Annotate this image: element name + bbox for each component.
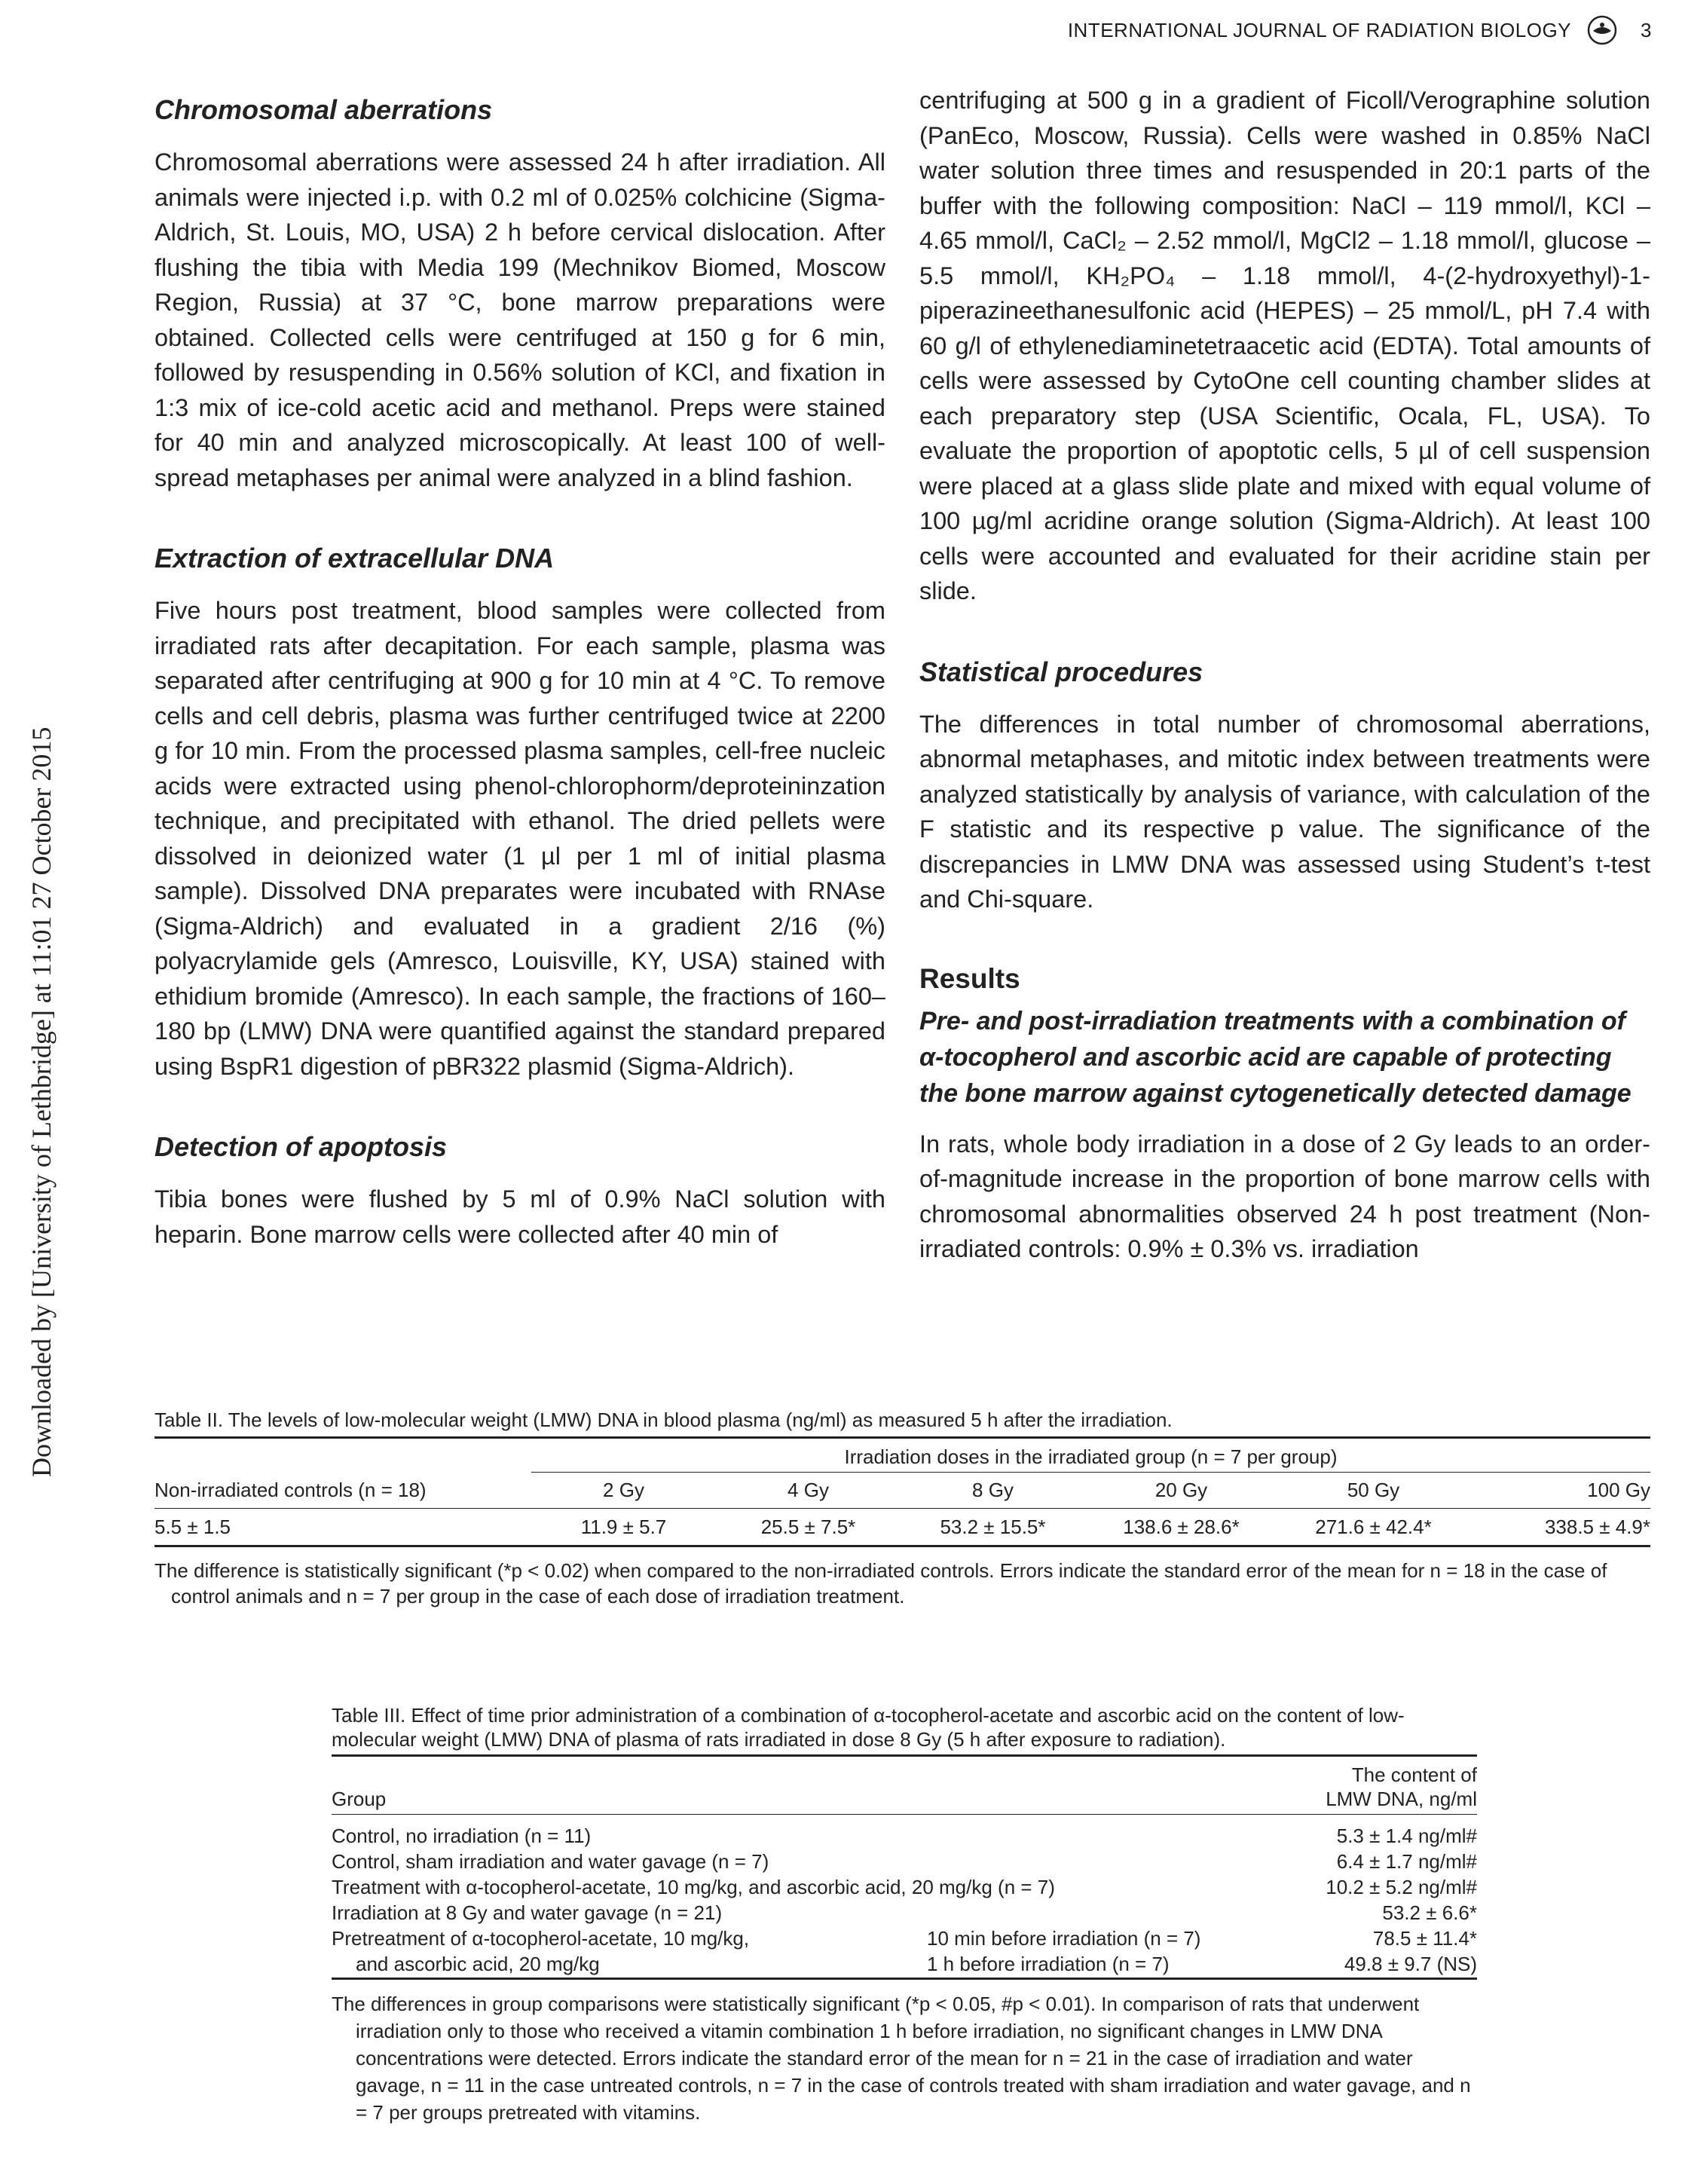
table-row xyxy=(332,1824,1477,1849)
table-2-cell: 338.5 ± 4.9* xyxy=(1544,1515,1650,1538)
table-2-header: 20 Gy xyxy=(1154,1478,1208,1501)
table-3-timing-cell: 10 min before irradiation (n = 7) xyxy=(927,1927,1201,1950)
table-2-header: 50 Gy xyxy=(1347,1478,1400,1501)
table-3-value-cell: 6.4 ± 1.7 ng/ml# xyxy=(1336,1850,1477,1873)
table-2-cell: 138.6 ± 28.6* xyxy=(1123,1515,1240,1538)
table-2-footnote: The difference is statistically significant (*p < 0.02) when compared to the non-irradiated controls. Errors indicate the standard error of the mean for n = 18 in the case of control animals and n = 7 per group in the case of each dose of irradiation treatment. xyxy=(154,1559,1607,1607)
table-row xyxy=(332,1926,1477,1952)
table-3-value-cell: 5.3 ± 1.4 ng/ml# xyxy=(1336,1825,1477,1847)
table-row xyxy=(154,1509,1650,1546)
table-row xyxy=(332,1875,1477,1901)
paragraph-results: In rats, whole body irradiation in a dose of 2 Gy leads to an order-of-magnitude increase in the proportion of bone marrow cells with chromosomal abnormalities observed 24 h post treatment (Non-irradiated controls: 0.9% ± 0.3% vs. irradiation xyxy=(919,1130,1650,1262)
table-2-cell: 11.9 ± 5.7 xyxy=(580,1515,667,1538)
table-3-value-cell: 49.8 ± 9.7 (NS) xyxy=(1344,1953,1477,1976)
results-subheading: Pre- and post-irradiation treatments with a combination of α-tocopherol and ascorbic acid are capable of protecting the bone marrow against cytogenetically detected damage xyxy=(919,1006,1632,1108)
table-2-header: 8 Gy xyxy=(972,1478,1014,1501)
table-3-group-cell: Irradiation at 8 Gy and water gavage (n = 21) xyxy=(332,1901,723,1924)
table-2-caption: Table II. The levels of low-molecular weight (LMW) DNA in blood plasma (ng/ml) as measured 5 h after the irradiation. xyxy=(154,1409,1173,1431)
section-title-chromosomal-aberrations: Chromosomal aberrations xyxy=(154,94,493,125)
section-title-results: Results xyxy=(919,962,1020,994)
running-header xyxy=(1068,14,1652,47)
table-2-header: 2 Gy xyxy=(603,1478,644,1501)
download-watermark: Downloaded by [University of Lethbridge] at 11:01 27 October 2015 xyxy=(26,726,57,1477)
table-2 xyxy=(154,1408,1650,1609)
table-2-cell: 271.6 ± 42.4* xyxy=(1315,1515,1432,1538)
table-2-cell: 53.2 ± 15.5* xyxy=(940,1515,1046,1538)
table-3-group-cell: Control, sham irradiation and water gavage (n = 7) xyxy=(332,1850,769,1873)
table-3-header-group: Group xyxy=(332,1788,387,1810)
table-3-group-cell: and ascorbic acid, 20 mg/kg xyxy=(356,1953,600,1976)
paragraph-chromosomal-aberrations: Chromosomal aberrations were assessed 24 h after irradiation. All animals were injected i.p. with 0.2 ml of 0.025% colchicine (Sigma-Aldrich, St. Louis, MO, USA) 2 h before cervical dislocation. After flushing the tibia with Media 199 (Mechnikov Biomed, Moscow Region, Russia) at 37 °C, bone marrow preparations were obtained. Collected cells were centrifuged at 150 g for 6 min, followed by resuspending in 0.56% solution of KCl, and fixation in 1:3 mix of ice-cold acetic acid and methanol. Preps were stained for 40 min and analyzed microscopically. At least 100 of well-spread metaphases per animal were analyzed in a blind fashion. xyxy=(154,148,885,491)
table-3-group-cell: Treatment with α-tocopherol-acetate, 10 mg/kg, and ascorbic acid, 20 mg/kg (n = 7) xyxy=(332,1876,1055,1898)
journal-logo-icon xyxy=(1586,14,1618,46)
table-3-value-cell: 78.5 ± 11.4* xyxy=(1372,1927,1477,1950)
table-3-group-cell: Pretreatment of α-tocopherol-acetate, 10 mg/kg, xyxy=(332,1927,750,1950)
paragraph-extracellular-dna: Five hours post treatment, blood samples were collected from irradiated rats after decapitation. For each sample, plasma was separated after centrifuging at 900 g for 10 min at 4 °C. To remove cells and cell debris, plasma was further centrifuged twice at 2200 g for 10 min. From the processed plasma samples, cell-free nucleic acids were extracted using phenol-chlorophorm/deproteininzation technique, and precipitated with ethanol. The dried pellets were dissolved in deionized water (1 µl per 1 ml of initial plasma sample). Dissolved DNA preparates were incubated with RNAse (Sigma-Aldrich) and evaluated in a gradient 2/16 (%) polyacrylamide gels (Amresco, Louisville, KY, USA) stained with ethidium bromide (Amresco). In each sample, the fractions of 160–180 bp (LMW) DNA were quantified against the standard prepared using BspR1 digestion of pBR322 plasmid (Sigma-Aldrich). xyxy=(154,597,885,1080)
paragraph-apoptosis-continued: centrifuging at 500 g in a gradient of Ficoll/Verographine solution (PanEco, Moscow, Russia). Cells were washed in 0.85% NaCl water solution three times and resuspended in 20:1 parts of the buffer with the following composition: NaCl – 119 mmol/l, KCl – 4.65 mmol/l, CaCl₂ – 2.52 mmol/l, MgCl2 – 1.18 mmol/l, glucose – 5.5 mmol/l, KH₂PO₄ – 1.18 mmol/l, 4-(2-hydroxyethyl)-1-piperazineethanesulfonic acid (HEPES) – 25 mmol/L, pH 7.4 with 60 g/l of ethylenediaminetetraacetic acid (EDTA). Total amounts of cells were assessed by CytoOne cell counting chamber slides at each preparatory step (USA Scientific, Ocala, FL, USA). To evaluate the proportion of apoptotic cells, 5 µl of cell suspension were placed at a glass slide plate and mixed with equal volume of 100 µg/ml acridine orange solution (Sigma-Aldrich). At least 100 cells were accounted and evaluated for their acridine stain per slide. xyxy=(919,87,1650,604)
table-2-header: 4 Gy xyxy=(787,1478,829,1501)
left-column xyxy=(154,83,885,1252)
table-3-header-content: The content of LMW DNA, ng/ml xyxy=(1326,1763,1477,1810)
paragraph-statistical-procedures: The differences in total number of chromosomal aberrations, abnormal metaphases, and mitotic index between treatments were analyzed statistically by analysis of variance, with calculation of the F statistic and its respective p value. The significance of the discrepancies in LMW DNA was assessed using Student’s t-test and Chi-square. xyxy=(919,710,1650,913)
table-3 xyxy=(332,1703,1477,2126)
table-3-grid xyxy=(332,1763,1477,1980)
table-row xyxy=(332,1901,1477,1926)
table-2-cell: 5.5 ± 1.5 xyxy=(154,1515,231,1538)
table-2-span-header: Irradiation doses in the irradiated group (n = 7 per group) xyxy=(844,1445,1338,1468)
table-3-value-cell: 53.2 ± 6.6* xyxy=(1382,1901,1477,1924)
table-2-grid xyxy=(154,1439,1650,1547)
right-column xyxy=(919,83,1650,1267)
page-number: 3 xyxy=(1641,18,1652,41)
table-3-value-cell: 10.2 ± 5.2 ng/ml# xyxy=(1326,1876,1477,1898)
paragraph-apoptosis: Tibia bones were flushed by 5 ml of 0.9% NaCl solution with heparin. Bone marrow cells were collected after 40 min of xyxy=(154,1185,885,1248)
table-2-header: Non-irradiated controls (n = 18) xyxy=(154,1478,427,1501)
table-2-header: 100 Gy xyxy=(1587,1478,1650,1501)
table-3-caption: Table III. Effect of time prior administration of a combination of α-tocopherol-acetate and ascorbic acid on the content of low-molecular weight (LMW) DNA of plasma of rats irradiated in dose 8 Gy (5 h after exposure to radiation). xyxy=(332,1704,1405,1751)
journal-name: INTERNATIONAL JOURNAL OF RADIATION BIOLOGY xyxy=(1067,18,1572,41)
table-row xyxy=(332,1849,1477,1875)
section-title-statistical-procedures: Statistical procedures xyxy=(919,656,1203,687)
section-title-apoptosis: Detection of apoptosis xyxy=(154,1131,448,1162)
table-3-footnote: The differences in group comparisons were statistically significant (*p < 0.05, #p < 0.01). In comparison of rats that underwent irradiation only to those who received a vitamin combination 1 h before irradiation, no significant changes in LMW DNA concentrations were detected. Errors indicate the standard error of the mean for n = 21 in the case of irradiation and water gavage, n = 11 in the case untreated controls, n = 7 in the case of controls treated with sham irradiation and water gavage, and n = 7 per groups pretreated with vitamins. xyxy=(332,1993,1471,2124)
section-title-extracellular-dna: Extraction of extracellular DNA xyxy=(154,543,555,574)
table-3-group-cell: Control, no irradiation (n = 11) xyxy=(332,1825,592,1847)
table-3-timing-cell: 1 h before irradiation (n = 7) xyxy=(927,1953,1170,1976)
table-2-cell: 25.5 ± 7.5* xyxy=(760,1515,856,1538)
table-row xyxy=(332,1952,1477,1979)
